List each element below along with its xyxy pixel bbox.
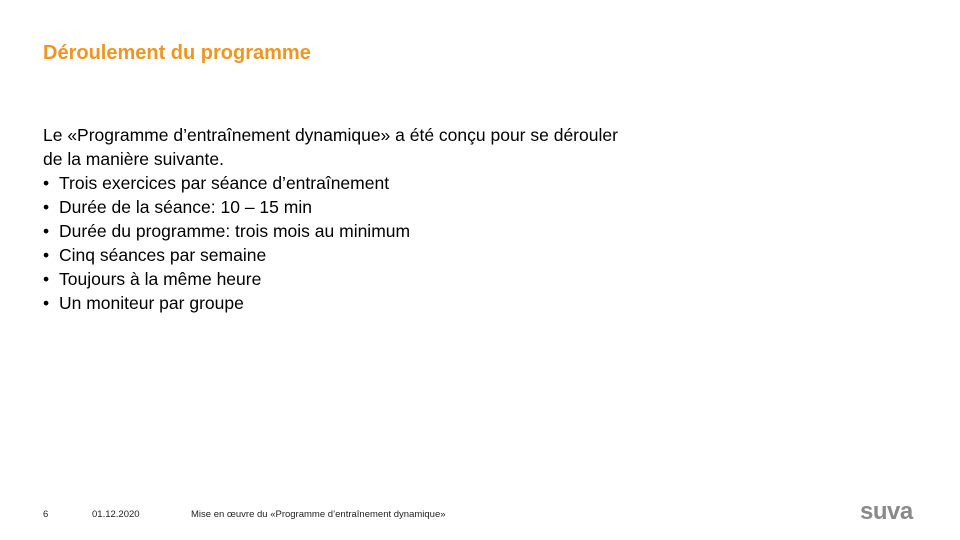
bullet-text: Cinq séances par semaine xyxy=(59,245,267,265)
bullet-item xyxy=(43,219,743,243)
intro-line-1: Le «Programme d’entraînement dynamique» a été conçu pour se dérouler xyxy=(43,125,618,145)
bullet-dot: • xyxy=(43,245,50,265)
bullet-item xyxy=(43,267,743,291)
bullet-dot: • xyxy=(43,221,50,241)
bullet-item xyxy=(43,291,743,315)
bullet-dot: • xyxy=(43,293,50,313)
footer-page-number: 6 xyxy=(43,509,49,520)
bullet-text: Trois exercices par séance d’entraînement xyxy=(59,173,390,193)
slide-title: Déroulement du programme xyxy=(43,42,311,64)
bullet-text: Durée de la séance: 10 – 15 min xyxy=(59,197,312,217)
intro-line-2: de la manière suivante. xyxy=(43,149,224,169)
bullet-text: Un moniteur par groupe xyxy=(59,293,244,313)
bullet-text: Toujours à la même heure xyxy=(59,269,262,289)
footer-description: Mise en œuvre du «Programme d’entraînement dynamique» xyxy=(191,509,446,520)
suva-logo: suva xyxy=(860,498,913,525)
bullet-text: Durée du programme: trois mois au minimum xyxy=(59,221,411,241)
bullet-item xyxy=(43,243,743,267)
slide-body xyxy=(43,123,743,315)
intro-text xyxy=(43,123,743,171)
bullet-list xyxy=(43,171,743,315)
bullet-item xyxy=(43,195,743,219)
bullet-item xyxy=(43,171,743,195)
footer-date: 01.12.2020 xyxy=(92,509,140,520)
bullet-dot: • xyxy=(43,197,50,217)
bullet-dot: • xyxy=(43,173,50,193)
bullet-dot: • xyxy=(43,269,50,289)
